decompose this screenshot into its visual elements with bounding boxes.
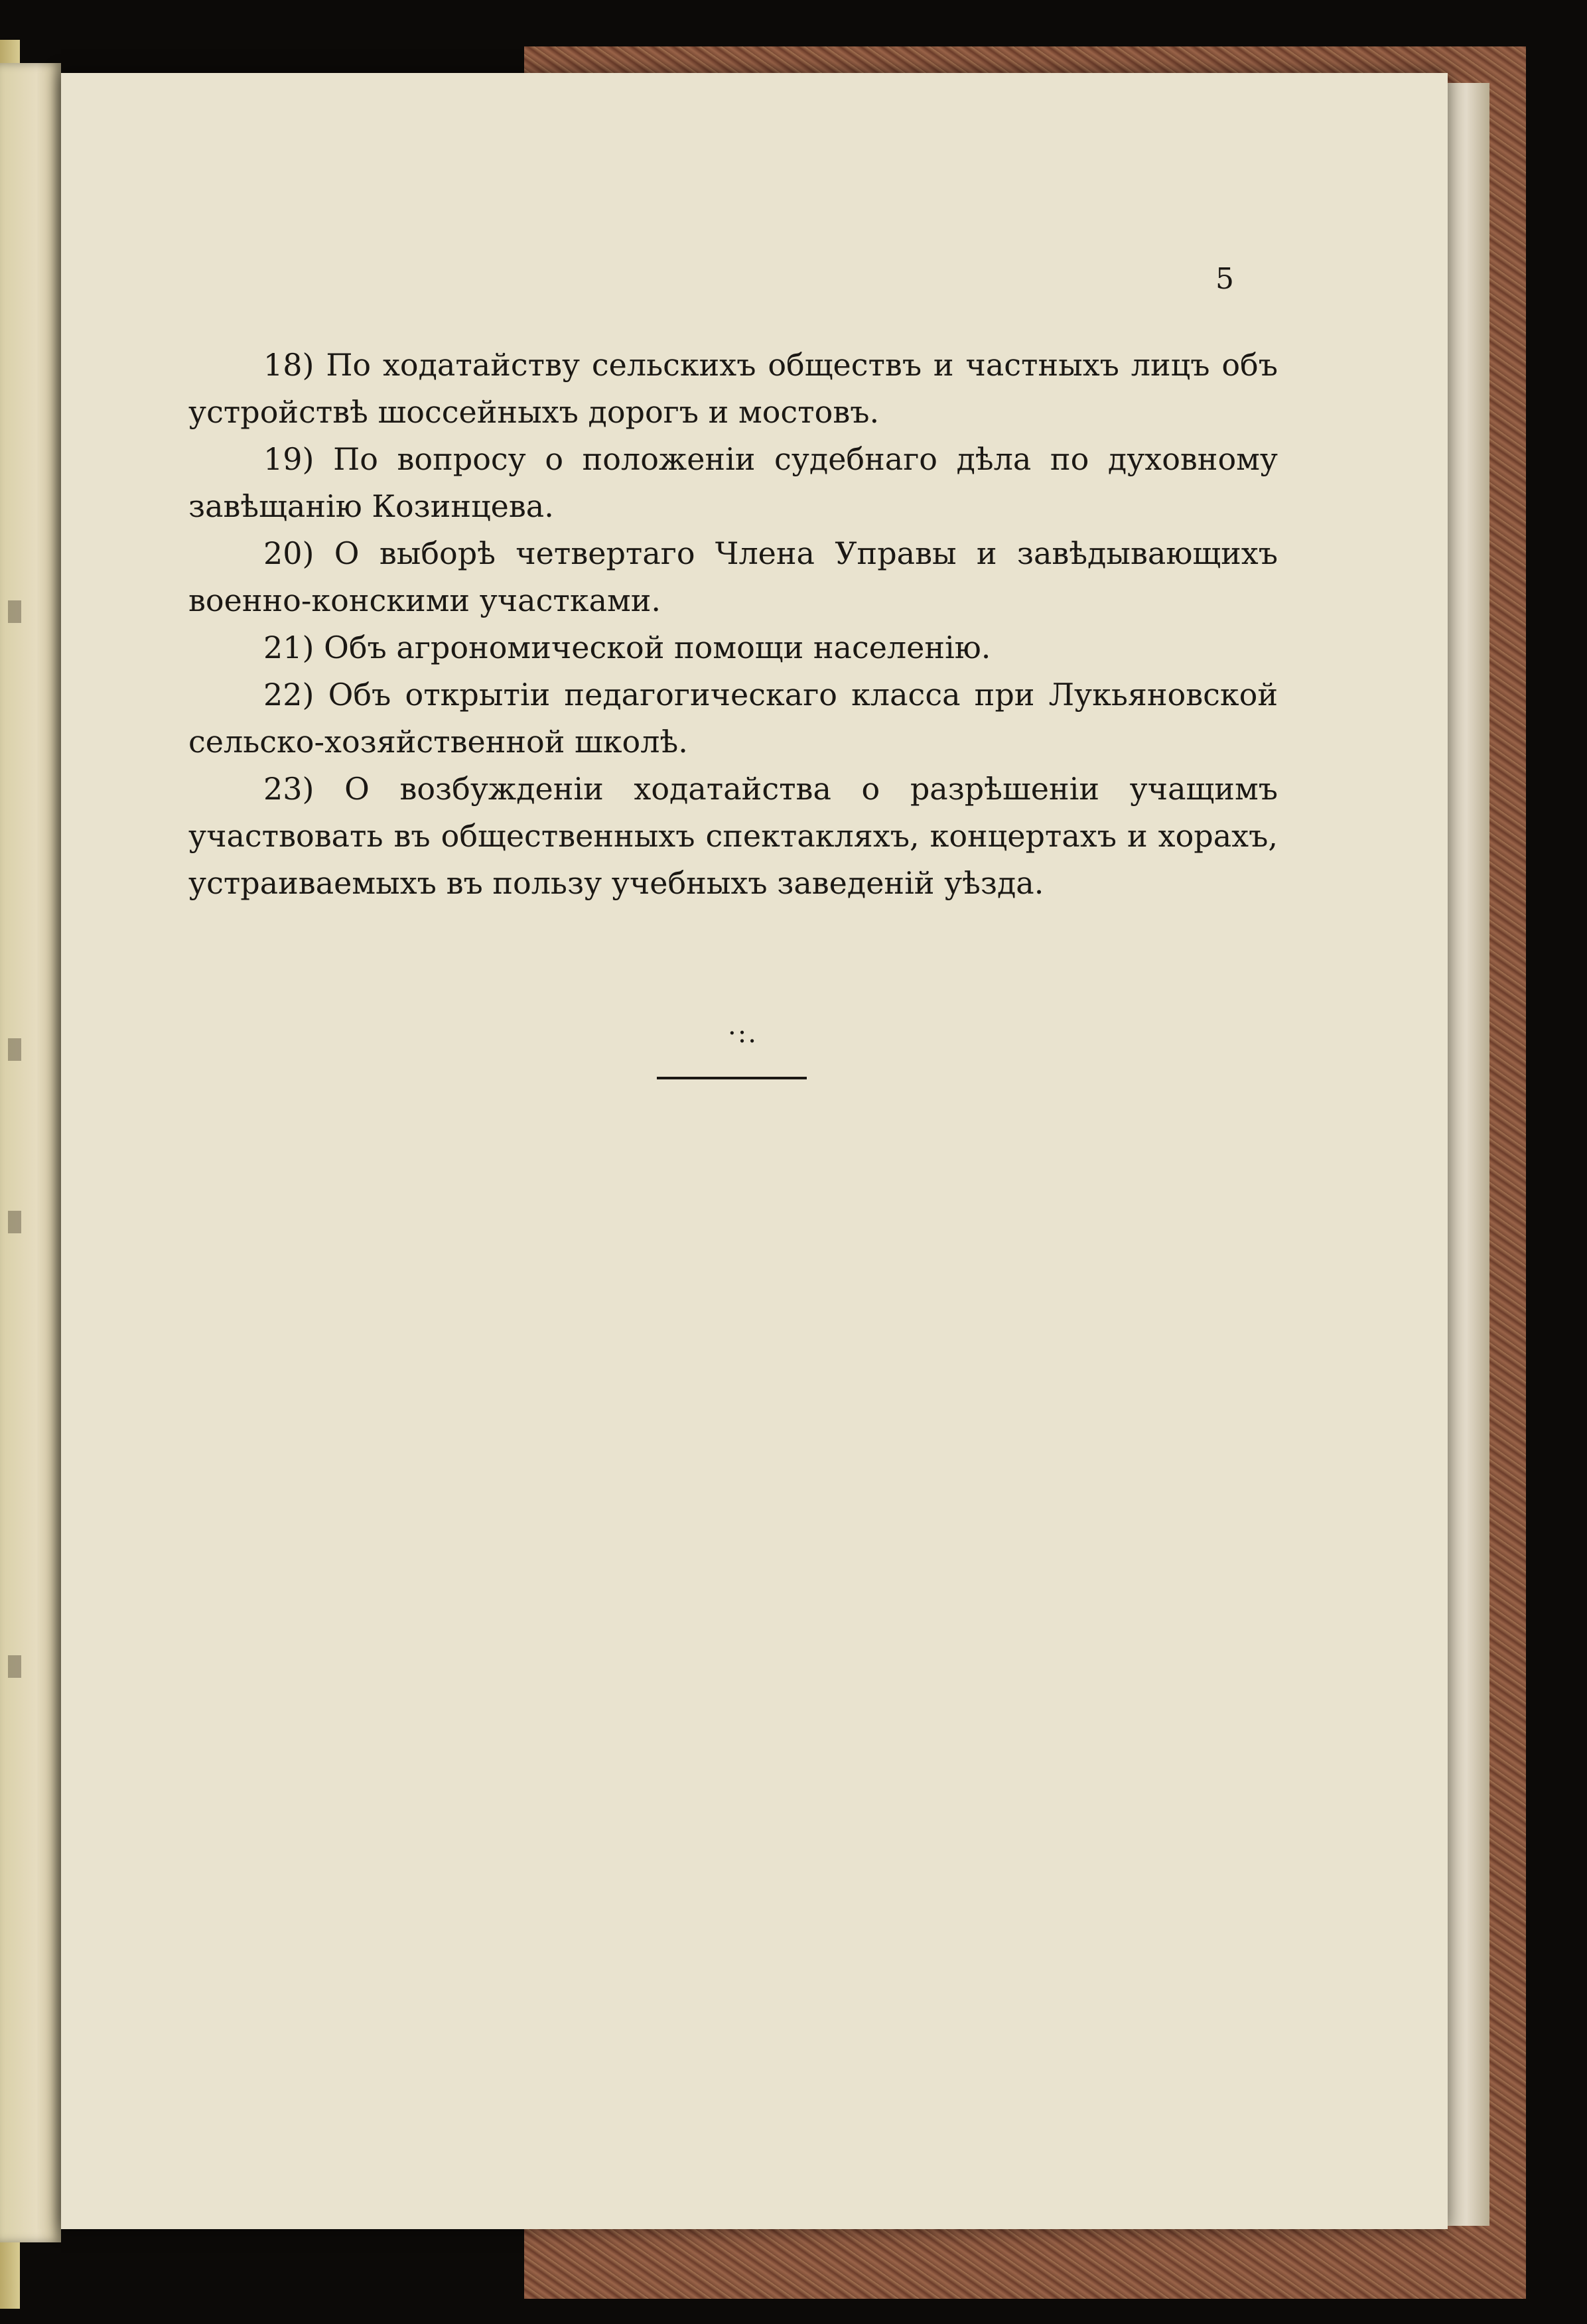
agenda-item-19: 19) По вопросу о положеніи судебнаго дѣла по духовному завѣщанію Козинцева. xyxy=(188,441,1278,524)
agenda-item-21: 21) Объ агрономической помощи населенію. xyxy=(263,630,991,665)
agenda-item-18: 18) По ходатайству сельскихъ обществъ и частныхъ лицъ объ устройствѣ шоссейныхъ дорогъ и мостовъ. xyxy=(188,347,1278,430)
previous-page-sliver xyxy=(0,63,61,2242)
ghost-mark xyxy=(8,1038,21,1061)
ghost-mark xyxy=(8,600,21,623)
ghost-mark xyxy=(8,1655,21,1678)
agenda-item-23: 23) О возбужденіи ходатайства о разрѣшеніи учащимъ участвовать въ общественныхъ спектакляхъ, концертахъ и хорахъ, устраиваемыхъ въ пользу учебныхъ заведеній уѣзда. xyxy=(188,771,1278,901)
ghost-mark xyxy=(8,1211,21,1233)
page-number: 5 xyxy=(1215,262,1234,296)
separator-rule xyxy=(657,1077,807,1079)
ornament-mark: ·:. xyxy=(728,1018,758,1049)
agenda-item-20: 20) О выборѣ четвертаго Члена Управы и завѣдывающихъ военно-конскими участками. xyxy=(188,535,1278,618)
book-page xyxy=(61,73,1448,2229)
agenda-list xyxy=(188,342,1278,907)
page-stack-edge xyxy=(1443,83,1489,2226)
agenda-item-22: 22) Объ открытіи педагогическаго класса при Лукьяновской сельско-хозяйственной школѣ. xyxy=(188,677,1278,760)
